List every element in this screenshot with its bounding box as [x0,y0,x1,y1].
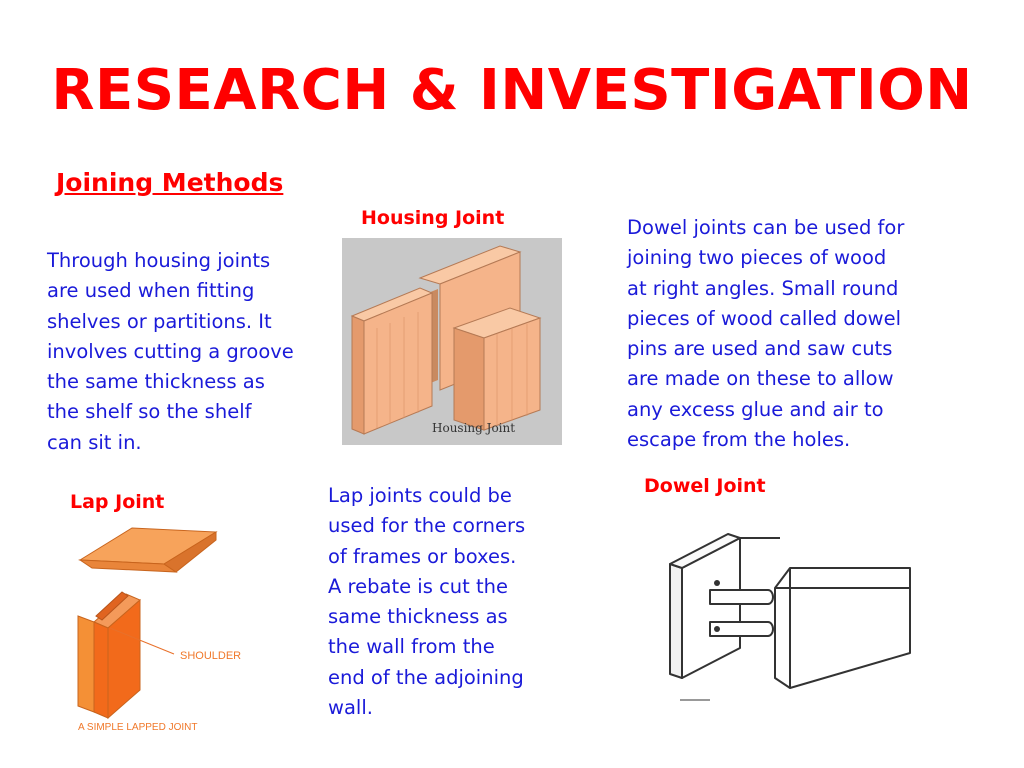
shoulder-label: SHOULDER [180,650,242,662]
dowel-joint-image [660,528,920,708]
housing-joint-description: Through housing joints are used when fitting shelves or partitions. It involves cutting a groove the same thickness as the shelf so the shelf can sit in. [47,249,294,454]
lap-joint-caption: Lap Joint [70,491,165,513]
lap-image-bottom-label: A SIMPLE LAPPED JOINT [78,722,198,733]
housing-joint-image [342,238,562,445]
section-heading: Joining Methods [56,168,284,197]
dowel-joint-description: Dowel joints can be used for joining two pieces of wood at right angles. Small round pieces of wood called dowel pins are used and saw cuts are made on these to allow any excess glue and air to escape from the holes. [627,216,905,452]
page-title: RESEARCH & INVESTIGATION [51,58,973,123]
lap-joint-image [66,524,246,736]
lap-joint-description: Lap joints could be used for the corners of frames or boxes. A rebate is cut the same thickness as the wall from the end of the adjoining wall. [328,484,526,720]
housing-joint-image-label: Housing Joint [432,421,516,435]
svg-text:Housing Joint [432,421,515,435]
housing-joint-caption: Housing Joint [361,207,505,229]
dowel-joint-caption: Dowel Joint [644,475,766,497]
